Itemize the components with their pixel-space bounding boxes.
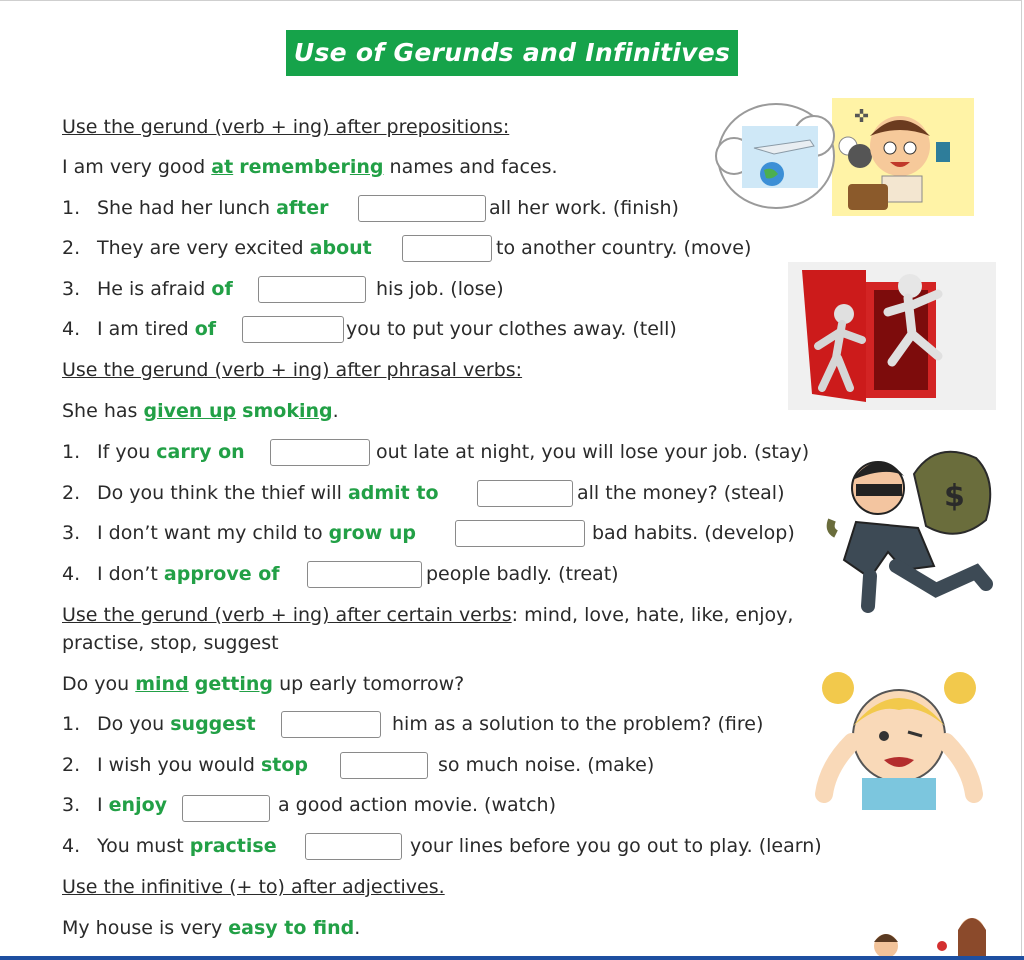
example-certain-verbs: Do you mind gett ing up early tomorrow?	[62, 673, 465, 695]
worksheet-title: Use of Gerunds and Infinitives	[286, 30, 738, 76]
exercise-item: 4. I am tired of	[62, 318, 217, 340]
exercise-item-rest: to another country. (move)	[496, 237, 752, 259]
section-heading-certain-verbs: Use the gerund (verb + ing) after certain verbs : mind, love, hate, like, enjoy,	[62, 604, 794, 626]
exercise-item: 2. I wish you would stop	[62, 754, 309, 776]
answer-input[interactable]	[358, 195, 486, 222]
exercise-item: 3. I don’t want my child to grow up	[62, 522, 416, 544]
answer-input[interactable]	[242, 316, 344, 343]
answer-input[interactable]	[258, 276, 366, 303]
answer-input[interactable]	[340, 752, 428, 779]
exercise-item: 1. If you carry on	[62, 441, 245, 463]
exercise-item-rest: out late at night, you will lose your job. (stay)	[376, 441, 810, 463]
exercise-item: 2. They are very excited about	[62, 237, 372, 259]
exercise-item: 3. He is afraid of	[62, 278, 233, 300]
covering-ears-girl-illustration	[810, 670, 988, 810]
exercise-item-rest: all the money? (steal)	[577, 482, 785, 504]
exercise-item: 4. You must practise	[62, 835, 277, 857]
answer-input[interactable]	[305, 833, 402, 860]
exercise-item-rest: bad habits. (develop)	[592, 522, 795, 544]
svg-text:✜: ✜	[854, 106, 870, 127]
exercise-item-rest: so much noise. (make)	[438, 754, 655, 776]
section-heading-infinitive: Use the infinitive (+ to) after adjectives.	[62, 876, 445, 898]
exercise-item-rest: his job. (lose)	[376, 278, 504, 300]
example-phrasal-verbs: She has given up smok ing .	[62, 400, 339, 422]
exercise-item-rest: your lines before you go out to play. (learn)	[410, 835, 822, 857]
answer-input[interactable]	[182, 795, 270, 822]
example-infinitive: My house is very easy to find .	[62, 917, 361, 939]
exercise-item-rest: a good action movie. (watch)	[278, 794, 556, 816]
section-heading-certain-verbs-line2: practise, stop, suggest	[62, 632, 279, 654]
answer-input[interactable]	[281, 711, 381, 738]
thief-illustration	[826, 440, 996, 616]
section-heading-phrasal-verbs: Use the gerund (verb + ing) after phrasal verbs:	[62, 359, 523, 381]
exercise-item: 2. Do you think the thief will admit to	[62, 482, 439, 504]
bottom-border	[0, 956, 1024, 960]
exercise-item: 3. I enjoy	[62, 794, 168, 816]
example-prepositions: I am very good at remember ing names and faces.	[62, 156, 558, 178]
exercise-item-rest: you to put your clothes away. (tell)	[346, 318, 677, 340]
people-illustration	[860, 906, 1000, 958]
answer-input[interactable]	[455, 520, 585, 547]
travel-boy-illustration	[714, 96, 976, 220]
exit-door-illustration	[788, 262, 996, 410]
exercise-item: 1. Do you suggest	[62, 713, 256, 735]
section-heading-prepositions: Use the gerund (verb + ing) after prepositions:	[62, 116, 510, 138]
answer-input[interactable]	[477, 480, 573, 507]
answer-input[interactable]	[402, 235, 492, 262]
answer-input[interactable]	[270, 439, 370, 466]
exercise-item-rest: all her work. (finish)	[489, 197, 679, 219]
answer-input[interactable]	[307, 561, 422, 588]
exercise-item: 1. She had her lunch after	[62, 197, 329, 219]
exercise-item: 4. I don’t approve of	[62, 563, 280, 585]
svg-text:$: $	[944, 479, 965, 514]
exercise-item-rest: him as a solution to the problem? (fire)	[392, 713, 764, 735]
exercise-item-rest: people badly. (treat)	[426, 563, 619, 585]
